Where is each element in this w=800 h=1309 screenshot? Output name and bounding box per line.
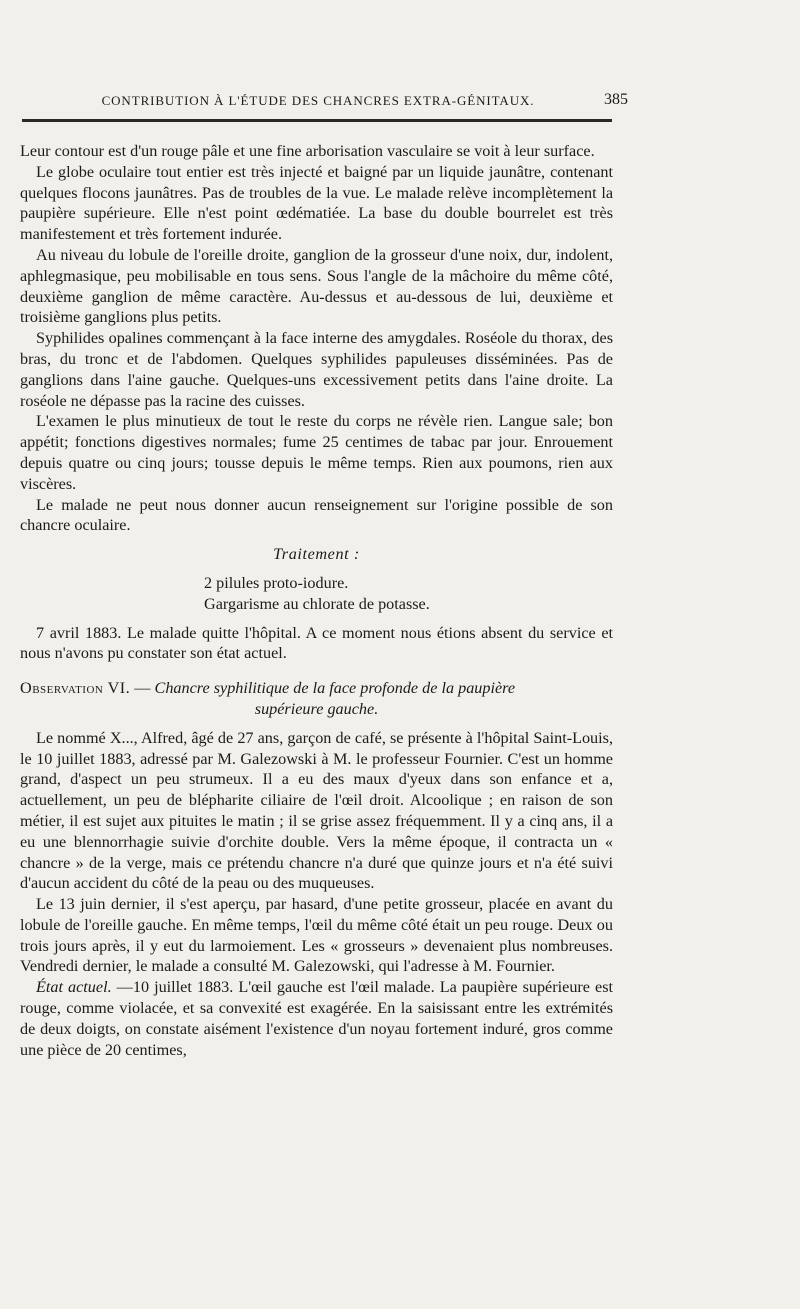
treatment-heading: Traitement : [273,545,360,564]
paragraph: Au niveau du lobule de l'oreille droite, ganglion de la grosseur d'une noix, dur, indolent, aphlegmasique, peu mobilisable en tous sens. Sous l'angle de la mâchoire du même côté, deuxième ganglion de même caractère. Au-dessus et au-dessous de lui, deuxième et troisième ganglions plus petits. [20,245,613,327]
body-text [20,141,613,1060]
observation-label: Observation VI. [20,679,131,698]
observation-title-continued: supérieure gauche. [254,699,379,718]
observation-title: Chancre syphilitique de la face profonde de la paupière [154,679,516,698]
observation-dash: — [130,679,155,698]
treatment-line: Gargarisme au chlorate de potasse. [204,594,430,613]
running-header: CONTRIBUTION À L'ÉTUDE DES CHANCRES EXTRA-GÉNITAUX. [101,93,535,108]
etat-label: État actuel. [36,978,112,997]
paragraph-etat [20,977,613,1060]
header-rule [22,119,612,122]
paragraph: Leur contour est d'un rouge pâle et une fine arborisation vasculaire se voit à leur surface. [20,142,595,160]
paragraph-date: 7 avril 1883. Le malade quitte l'hôpital. A ce moment nous étions absent du service et nous n'avons pu constater son état actuel. [20,623,613,663]
etat-text: —10 juillet 1883. L'œil gauche est l'œil malade. La paupière supérieure est rouge, comme violacée, et sa convexité est exagérée. En la saisissant entre les extrémités de deux doigts, on constate aisément l'existence d'un noyau fortement induré, gros comme une pièce de 20 centimes, [20,978,614,1059]
paragraph: Syphilides opalines commençant à la face interne des amygdales. Roséole du thorax, des bras, du tronc et de l'abdomen. Quelques syphilides papuleuses disséminées. Pas de ganglions dans l'aine gauche. Quelques-uns excessivement petits dans l'aine droite. La roséole ne dépasse pas la racine des cuisses. [20,329,613,410]
treatment-list [204,573,613,615]
paragraph: L'examen le plus minutieux de tout le reste du corps ne révèle rien. Langue sale; bon appétit; fonctions digestives normales; fume 25 centimes de tabac par jour. Enrouement depuis quatre ou cinq jours; tousse depuis le même temps. Rien aux poumons, rien aux viscères. [20,412,613,493]
treatment-line: 2 pilules proto-iodure. [204,573,349,592]
paragraph: Le nommé X..., Alfred, âgé de 27 ans, garçon de café, se présente à l'hôpital Saint-Louis, le 10 juillet 1883, adressé par M. Galezowski à M. le professeur Fournier. C'est un homme grand, d'aspect un peu strumeux. Il a eu des maux d'yeux dans son enfance et a, actuellement, un peu de blépharite ciliaire de l'œil droit. Alcoolique ; en raison de son métier, il est sujet aux pituites le matin ; il se grise assez fréquemment. Il y a cinq ans, il a eu une blennorrhagie suivie d'orchite double. Vers la même époque, il contracta un « chancre » de la verge, mais ce prétendu chancre n'a duré que quinze jours et n'a été suivi d'aucun accident du côté de la peau ou des muqueuses. [20,728,613,893]
paragraph: Le 13 juin dernier, il s'est aperçu, par hasard, d'une petite grosseur, placée en avant du lobule de l'oreille gauche. En même temps, l'œil du même côté était un peu rouge. Deux ou trois jours après, il y eut du larmoiement. Les « grosseurs » devenaient plus nombreuses. Vendredi dernier, le malade a consulté M. Galezowski, qui l'adresse à M. Fournier. [20,895,613,976]
paragraph: Le malade ne peut nous donner aucun renseignement sur l'origine possible de son chancre oculaire. [20,495,613,535]
page-number: 385 [604,91,628,108]
paragraph: Le globe oculaire tout entier est très injecté et baigné par un liquide jaunâtre, contenant quelques flocons jaunâtres. Pas de troubles de la vue. Le malade relève incomplètement la paupière supérieure. Elle n'est point œdématiée. La base du double bourrelet est très manifestement et très fortement indurée. [20,162,613,244]
observation-heading [20,678,613,720]
